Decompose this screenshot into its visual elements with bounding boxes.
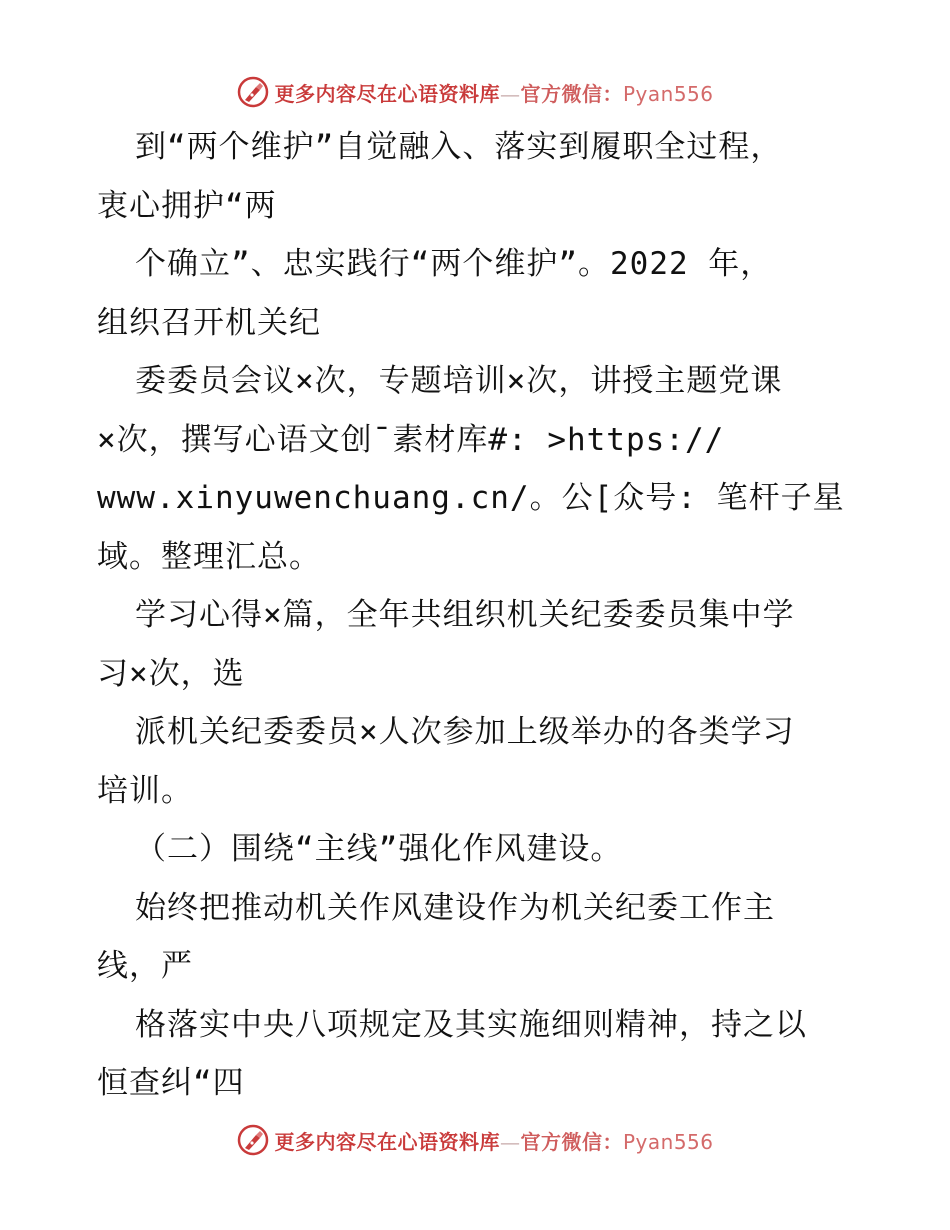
watermark-official-label: 官方微信： bbox=[520, 1129, 623, 1154]
watermark-text bbox=[274, 1126, 713, 1155]
watermark-brand: 更多内容尽在心语资料库 bbox=[274, 1129, 500, 1154]
text-line: 域。整理汇总。 bbox=[97, 538, 321, 575]
pen-nib-logo-icon bbox=[236, 1123, 270, 1157]
text-line: 恒查纠“四 bbox=[97, 1065, 245, 1101]
watermark-official-label: 官方微信： bbox=[520, 81, 623, 106]
text-line: www.xinyuwenchuang.cn/。公[众号: 笔杆子星 bbox=[97, 480, 845, 516]
text-line: 组织召开机关纪 bbox=[97, 304, 321, 341]
text-line: 培训。 bbox=[97, 772, 193, 809]
watermark-account: Pyan556 bbox=[622, 1129, 714, 1154]
watermark-separator: — bbox=[499, 1129, 521, 1154]
section-heading: （二）围绕“主线”强化作风建设。 bbox=[135, 831, 623, 867]
watermark-account: Pyan556 bbox=[622, 81, 714, 106]
document-body bbox=[97, 118, 867, 1113]
header-watermark bbox=[0, 72, 950, 112]
text-line: 格落实中央八项规定及其实施细则精神，持之以 bbox=[135, 1006, 807, 1043]
text-line: 派机关纪委委员×人次参加上级举办的各类学习 bbox=[135, 714, 795, 750]
text-line: 线，严 bbox=[97, 948, 193, 984]
watermark-separator: — bbox=[499, 81, 521, 106]
text-line: 个确立”、忠实践行“两个维护”。2022 年， bbox=[135, 246, 773, 282]
text-line: 衷心拥护“两 bbox=[97, 187, 277, 224]
text-line: ×次，撰写心语文创¯素材库#: >https:// bbox=[97, 421, 725, 458]
pen-nib-logo-icon bbox=[236, 75, 270, 109]
text-line: 委委员会议×次，专题培训×次，讲授主题党课 bbox=[135, 363, 783, 399]
text-line: 学习心得×篇，全年共组织机关纪委委员集中学 bbox=[135, 597, 795, 633]
text-line: 习×次，选 bbox=[97, 655, 245, 692]
watermark-text bbox=[274, 78, 713, 107]
footer-watermark bbox=[0, 1120, 950, 1160]
watermark-brand: 更多内容尽在心语资料库 bbox=[274, 81, 500, 106]
text-line: 到“两个维护”自觉融入、落实到履职全过程， bbox=[135, 129, 783, 165]
text-line: 始终把推动机关作风建设作为机关纪委工作主 bbox=[135, 889, 775, 926]
